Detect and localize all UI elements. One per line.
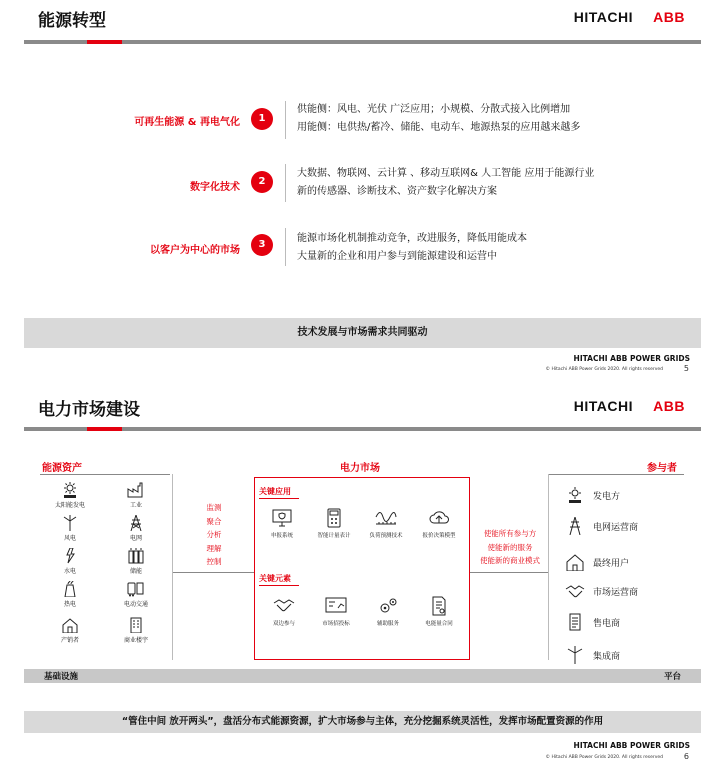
page-title: 能源转型	[38, 11, 106, 31]
row-text-customer: 能源市场化机制推动竞争，改进服务，降低用能成本 大量新的企业和用户参与到能源建设和运营中	[297, 233, 527, 262]
house-icon	[61, 617, 79, 633]
participant-integrator: 集成商	[565, 644, 620, 666]
row-divider	[285, 101, 286, 139]
app-quote-model: 报价决策模型	[410, 508, 468, 539]
row-label-digital: 数字化技术	[190, 182, 240, 193]
smart-meter-icon	[324, 508, 344, 528]
factory-icon	[127, 482, 145, 498]
summary-banner: “管住中间 放开两头”，盘活分布式能源资源，扩大市场参与主体，充分挖掘系统灵活性，发挥市场配置资源的作用	[24, 711, 701, 733]
participant-market-operator: 市场运营商	[565, 580, 638, 602]
asset-grid: 电网	[106, 515, 166, 542]
element-ancillary: 辅助服务	[359, 596, 417, 627]
row-label-customer: 以客户为中心的市场	[150, 245, 240, 256]
participant-generator: 发电方	[565, 484, 620, 506]
footer-copyright: © Hitachi ABB Power Grids 2020. All rights reserved	[545, 755, 663, 760]
monitor-shield-icon	[272, 508, 292, 528]
participant-retailer: 售电商	[565, 611, 620, 633]
page-title: 电力市场建设	[38, 400, 140, 420]
abb-logo: ABB	[653, 9, 685, 25]
bidding-screen-icon	[325, 596, 347, 616]
assets-title: 能源资产	[42, 463, 82, 474]
page-number: 6	[683, 752, 689, 761]
participant-end-user: 最终用户	[565, 551, 629, 573]
wind-turbine-icon	[61, 515, 79, 531]
asset-prosumer: 产销者	[40, 617, 100, 644]
pylon-icon	[565, 517, 585, 535]
platform-label: 平台	[663, 672, 681, 682]
pylon-icon	[127, 515, 145, 531]
slide-power-market	[0, 385, 713, 770]
solar-icon	[565, 486, 585, 504]
infrastructure-label: 基础设施	[44, 672, 79, 682]
wave-chart-icon	[375, 508, 397, 528]
market-title: 电力市场	[340, 463, 380, 474]
row-number-2: 2	[251, 171, 273, 193]
handshake-icon	[565, 582, 585, 600]
app-smart-meter: 智能计量表计	[305, 508, 363, 539]
header-accent	[87, 40, 122, 44]
invoice-icon	[565, 613, 585, 631]
market-box	[254, 477, 470, 660]
footer-brand: HITACHI ABB POWER GRIDS	[573, 354, 690, 363]
page-number: 5	[683, 364, 689, 373]
row-divider	[285, 164, 286, 202]
app-load-forecast: 负荷预测技术	[357, 508, 415, 539]
row-text-renewables: 供能侧：风电、光伏 广泛应用；小规模、分散式接入比例增加 用能侧：电供热/蓄冷、储能、电动车、地源热泵的应用越来越多	[297, 104, 581, 133]
hydro-icon	[61, 548, 79, 564]
asset-ev: 电动交通	[106, 581, 166, 608]
ev-charging-icon	[127, 581, 145, 597]
asset-storage: 储能	[106, 548, 166, 575]
element-energy-contract: 电能量合同	[410, 596, 468, 627]
key-apps-underline	[259, 498, 299, 499]
cloud-upload-icon	[428, 508, 450, 528]
solar-icon	[61, 482, 79, 498]
footer-copyright: © Hitachi ABB Power Grids 2020. All rights reserved	[545, 367, 663, 372]
wind-turbine-icon	[565, 646, 585, 664]
header-accent	[87, 427, 122, 431]
app-bidding-system: 申报系统	[253, 508, 311, 539]
asset-commercial: 商业楼宇	[106, 617, 166, 644]
left-connector	[172, 572, 254, 573]
cooling-tower-icon	[61, 581, 79, 597]
abb-logo: ABB	[653, 398, 685, 414]
handshake-icon	[273, 596, 295, 616]
left-functions: 监测 聚合 分析 理解 控制	[206, 503, 222, 566]
row-text-digital: 大数据、物联网、云计算 、移动互联网& 人工智能 应用于能源行业 新的传感器、诊断技术、资产数字化解决方案	[297, 168, 595, 197]
assets-underline	[40, 474, 170, 475]
row-number-3: 3	[251, 234, 273, 256]
row-divider	[285, 228, 286, 266]
hitachi-logo: HITACHI	[573, 9, 633, 25]
asset-solar: 太阳能发电	[40, 482, 100, 509]
assets-right-border	[172, 474, 173, 660]
header-divider	[24, 40, 701, 44]
summary-banner: 技术发展与市场需求共同驱动	[24, 318, 701, 348]
key-elements-title: 关键元素	[259, 574, 291, 583]
asset-industry: 工业	[106, 482, 166, 509]
hitachi-logo: HITACHI	[573, 398, 633, 414]
asset-chp: 热电	[40, 581, 100, 608]
asset-hydro: 水电	[40, 548, 100, 575]
asset-wind: 风电	[40, 515, 100, 542]
participants-underline	[548, 474, 684, 475]
right-connector	[470, 572, 548, 573]
gears-icon	[377, 596, 399, 616]
infrastructure-bar	[24, 669, 701, 683]
participants-title: 参与者	[647, 463, 677, 474]
key-elements-underline	[259, 585, 299, 586]
element-bilateral: 双边参与	[255, 596, 313, 627]
battery-icon	[127, 548, 145, 564]
element-tendering: 市场招投标	[307, 596, 365, 627]
participant-grid-operator: 电网运营商	[565, 515, 638, 537]
house-icon	[565, 553, 585, 571]
row-number-1: 1	[251, 108, 273, 130]
key-apps-title: 关键应用	[259, 487, 291, 496]
contract-icon	[429, 596, 449, 616]
header-divider	[24, 427, 701, 431]
row-label-renewables: 可再生能源 & 再电气化	[134, 117, 240, 128]
right-functions: 使能所有参与方 使能新的服务 使能新的商业模式	[480, 529, 540, 565]
footer-brand: HITACHI ABB POWER GRIDS	[573, 741, 690, 750]
building-icon	[127, 617, 145, 633]
